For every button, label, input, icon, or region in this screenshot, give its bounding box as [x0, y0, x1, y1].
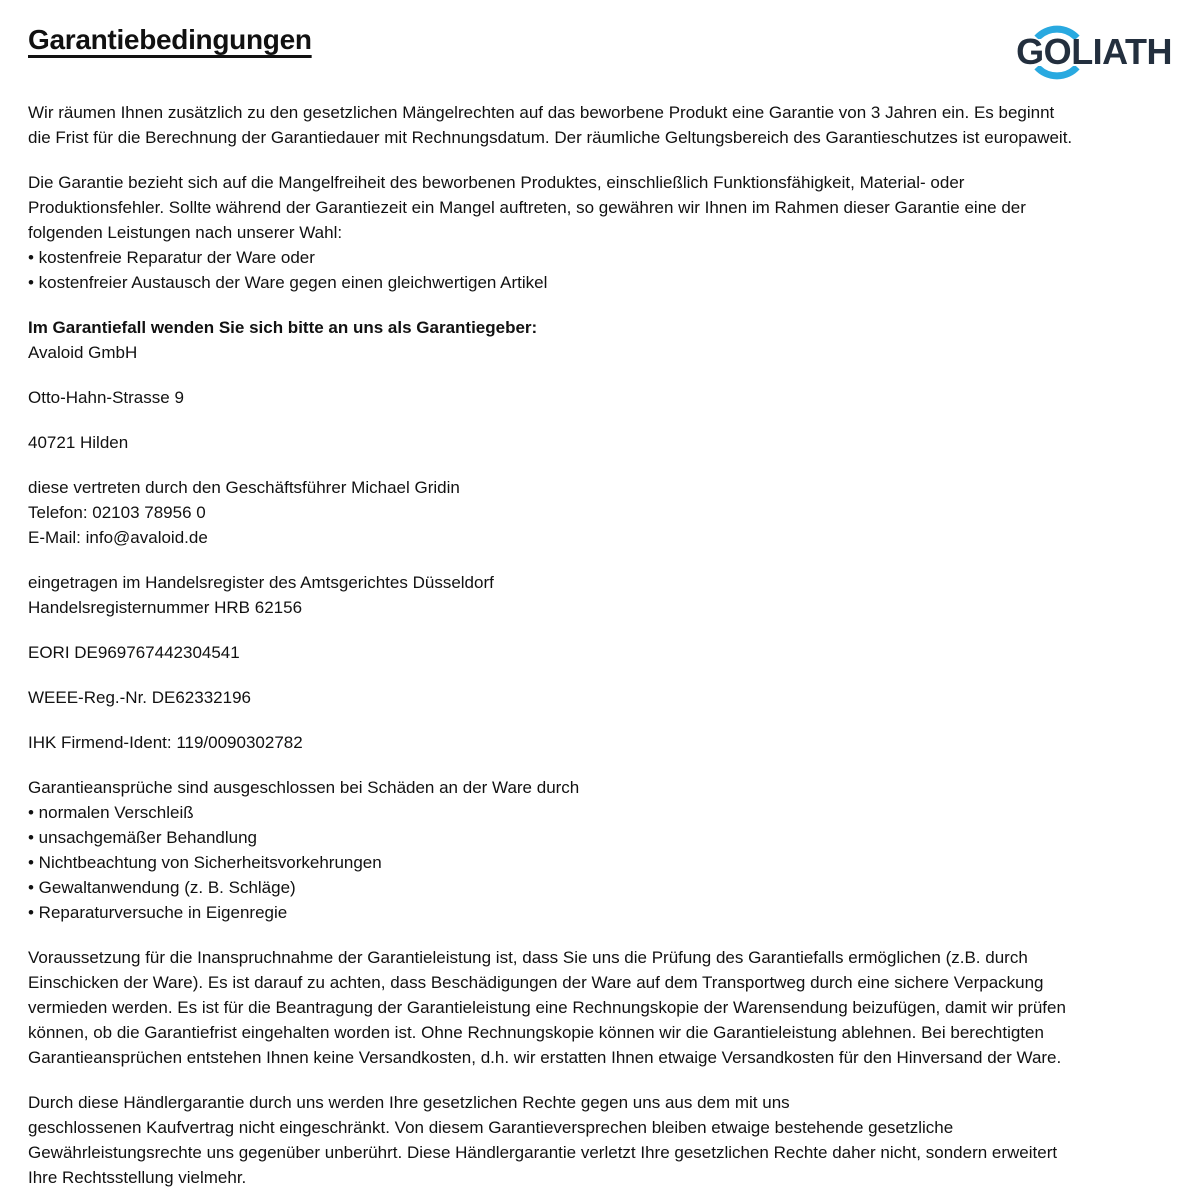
register-block: [28, 570, 1172, 620]
closing-paragraph: [28, 1090, 1172, 1190]
email-line: E-Mail: info@avaloid.de: [28, 528, 208, 547]
text-line: Einschicken der Ware). Es ist darauf zu achten, dass Beschädigungen der Ware auf dem Transportweg durch eine sichere Verpackung: [28, 973, 1044, 992]
text-line: können, ob die Garantiefrist eingehalten worden ist. Ohne Rechnungskopie können wir die Garantieleistung ablehnen. Bei berechtigten: [28, 1023, 1044, 1042]
ihk-line: IHK Firmend-Ident: 119/0090302782: [28, 733, 303, 752]
bullet-line: • Gewaltanwendung (z. B. Schläge): [28, 878, 296, 897]
text-line: Die Garantie bezieht sich auf die Mangelfreiheit des beworbenen Produktes, einschließlich Funktionsfähigkeit, Material- oder: [28, 173, 965, 192]
eori-line: EORI DE969767442304541: [28, 643, 240, 662]
requirements-paragraph: [28, 945, 1172, 1070]
register-number-line: Handelsregisternummer HRB 62156: [28, 598, 303, 617]
page-title: Garantiebedingungen: [28, 24, 312, 55]
bullet-line: • kostenfreie Reparatur der Ware oder: [28, 248, 315, 267]
address-city-block: [28, 430, 1172, 455]
bullet-line: • unsachgemäßer Behandlung: [28, 828, 257, 847]
document-body: [28, 100, 1172, 1190]
text-line: Produktionsfehler. Sollte während der Garantiezeit ein Mangel auftreten, so gewähren wir Ihnen im Rahmen dieser Garantie eine der: [28, 198, 1026, 217]
text-line: folgenden Leistungen nach unserer Wahl:: [28, 223, 343, 242]
text-line: Gewährleistungsrechte uns gegenüber unberührt. Diese Händlergarantie verletzt Ihre gesetzlichen Rechte daher nicht, sondern erweitert: [28, 1143, 1058, 1162]
bullet-line: • kostenfreier Austausch der Ware gegen einen gleichwertigen Artikel: [28, 273, 548, 292]
logo-letter-g: G: [1016, 31, 1044, 72]
text-line: Voraussetzung für die Inanspruchnahme der Garantieleistung ist, dass Sie uns die Prüfung des Garantiefalls ermöglichen (z.B. durch: [28, 948, 1028, 967]
representative-block: [28, 475, 1172, 550]
eori-block: [28, 640, 1172, 665]
text-line: vermieden werden. Es ist für die Beantragung der Garantieleistung eine Rechnungskopie der Warensendung beizufügen, damit wir prüfen: [28, 998, 1066, 1017]
bullet-line: • Nichtbeachtung von Sicherheitsvorkehrungen: [28, 853, 382, 872]
document-header: [28, 22, 1172, 100]
address-street-block: [28, 385, 1172, 410]
representative-line: diese vertreten durch den Geschäftsführer Michael Gridin: [28, 478, 460, 497]
register-court-line: eingetragen im Handelsregister des Amtsgerichtes Düsseldorf: [28, 573, 494, 592]
text-line: geschlossenen Kaufvertrag nicht eingeschränkt. Von diesem Garantieversprechen bleiben etwaige bestehende gesetzliche: [28, 1118, 954, 1137]
ihk-block: [28, 730, 1172, 755]
text-line: Ihre Rechtsstellung vielmehr.: [28, 1168, 247, 1187]
weee-block: [28, 685, 1172, 710]
bullet-line: • Reparaturversuche in Eigenregie: [28, 903, 288, 922]
text-line: Garantieansprüche sind ausgeschlossen bei Schäden an der Ware durch: [28, 778, 580, 797]
text-line: Garantieansprüchen entstehen Ihnen keine Versandkosten, d.h. wir erstatten Ihnen etwaige Versandkosten für den Hinversand der Ware.: [28, 1048, 1062, 1067]
logo-arc-bottom-icon: [1034, 66, 1080, 80]
goliath-logo: [1016, 16, 1172, 88]
city-line: 40721 Hilden: [28, 433, 129, 452]
street-line: Otto-Hahn-Strasse 9: [28, 388, 184, 407]
bullet-line: • normalen Verschleiß: [28, 803, 194, 822]
logo-letters-liath: LIATH: [1071, 31, 1172, 72]
intro-paragraph: [28, 100, 1172, 150]
guarantor-block: [28, 315, 1172, 365]
scope-paragraph: [28, 170, 1172, 295]
exclusions-block: [28, 775, 1172, 925]
logo-letter-o: O: [1043, 31, 1072, 72]
weee-line: WEEE-Reg.-Nr. DE62332196: [28, 688, 251, 707]
text-line: die Frist für die Berechnung der Garantiedauer mit Rechnungsdatum. Der räumliche Geltungsbereich des Garantieschutzes ist europaweit.: [28, 128, 1073, 147]
guarantor-heading: Im Garantiefall wenden Sie sich bitte an uns als Garantiegeber:: [28, 318, 538, 337]
phone-line: Telefon: 02103 78956 0: [28, 503, 206, 522]
company-name: Avaloid GmbH: [28, 343, 138, 362]
logo-arc-top-icon: [1034, 25, 1080, 39]
logo-letter-o-wrap: [1043, 31, 1072, 72]
text-line: Durch diese Händlergarantie durch uns werden Ihre gesetzlichen Rechte gegen uns aus dem mit uns: [28, 1093, 790, 1112]
text-line: Wir räumen Ihnen zusätzlich zu den gesetzlichen Mängelrechten auf das beworbene Produkt eine Garantie von 3 Jahren ein. Es beginnt: [28, 103, 1055, 122]
